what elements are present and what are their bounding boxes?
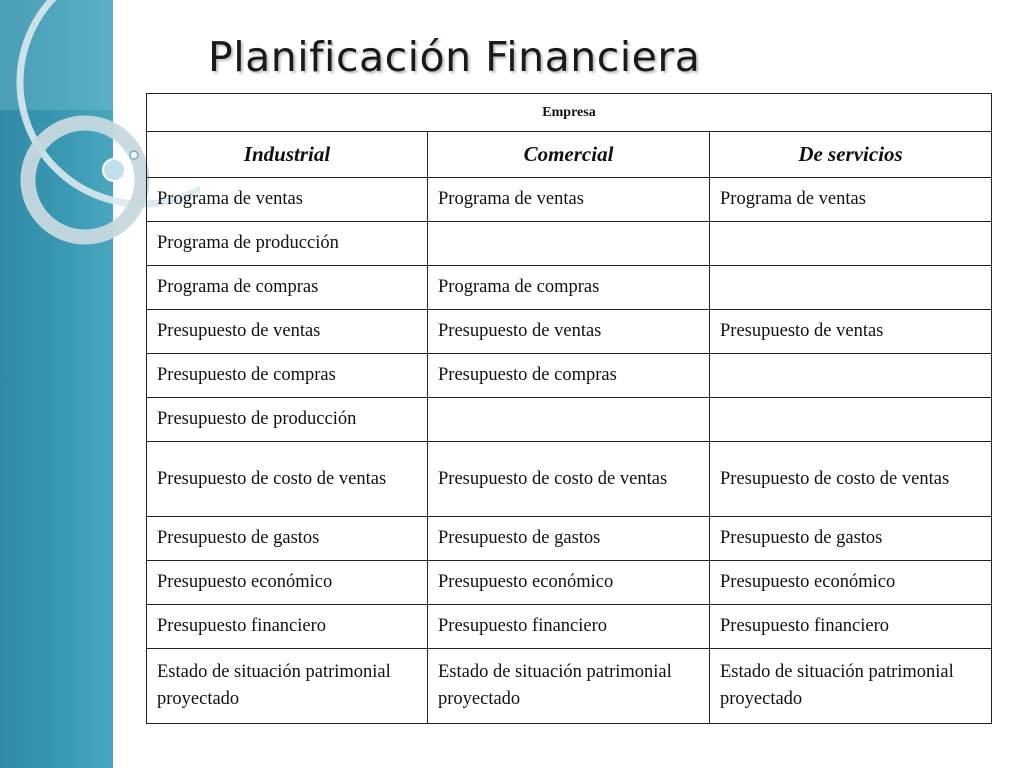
table-cell: Estado de situación patrimonial proyectado: [428, 649, 710, 724]
table-cell: Estado de situación patrimonial proyectado: [147, 649, 428, 724]
bubble-small: [130, 151, 138, 159]
table-cell: Presupuesto financiero: [147, 605, 428, 649]
side-band: [0, 0, 113, 768]
table-cell: [710, 354, 992, 398]
table-cell: [710, 222, 992, 266]
table-cell: Presupuesto de costo de ventas: [147, 442, 428, 517]
table-cell: Programa de compras: [147, 266, 428, 310]
table-row: [147, 354, 992, 398]
table-cell: Presupuesto de compras: [428, 354, 710, 398]
table-cell: [710, 398, 992, 442]
table-cell: Presupuesto de producción: [147, 398, 428, 442]
planning-table: [146, 93, 992, 724]
table-cell: [428, 222, 710, 266]
table-cell: Presupuesto de ventas: [428, 310, 710, 354]
table-cell: Presupuesto de compras: [147, 354, 428, 398]
table-cell: Programa de ventas: [710, 178, 992, 222]
table-row: [147, 266, 992, 310]
table-group-header-row: [147, 94, 992, 132]
table-header-row: [147, 132, 992, 178]
page-title: Planificación Financiera: [208, 33, 701, 81]
table-cell: Presupuesto económico: [428, 561, 710, 605]
table-row: [147, 517, 992, 561]
table-row: [147, 310, 992, 354]
table-cell: Presupuesto de gastos: [428, 517, 710, 561]
table-row: [147, 561, 992, 605]
table-cell: Presupuesto de gastos: [710, 517, 992, 561]
table-cell: Presupuesto económico: [710, 561, 992, 605]
table-cell: Presupuesto de gastos: [147, 517, 428, 561]
table-row: [147, 649, 992, 724]
table-cell: Estado de situación patrimonial proyectado: [710, 649, 992, 724]
table-cell: Presupuesto financiero: [428, 605, 710, 649]
column-header-comercial: Comercial: [428, 132, 710, 178]
table-cell: Programa de producción: [147, 222, 428, 266]
table-row: [147, 178, 992, 222]
table-cell: Presupuesto de costo de ventas: [710, 442, 992, 517]
side-band-highlight: [0, 0, 113, 110]
column-header-servicios: De servicios: [710, 132, 992, 178]
table-row: [147, 222, 992, 266]
table-cell: Presupuesto de ventas: [710, 310, 992, 354]
table-cell: Presupuesto de ventas: [147, 310, 428, 354]
table-row: [147, 442, 992, 517]
table-cell: Programa de ventas: [147, 178, 428, 222]
table-cell: [710, 266, 992, 310]
table-group-header: Empresa: [147, 94, 992, 132]
table-cell: Presupuesto de costo de ventas: [428, 442, 710, 517]
table-cell: [428, 398, 710, 442]
table-cell: Programa de ventas: [428, 178, 710, 222]
table-row: [147, 605, 992, 649]
table-cell: Programa de compras: [428, 266, 710, 310]
table-cell: Presupuesto financiero: [710, 605, 992, 649]
column-header-industrial: Industrial: [147, 132, 428, 178]
table-cell: Presupuesto económico: [147, 561, 428, 605]
table-row: [147, 398, 992, 442]
